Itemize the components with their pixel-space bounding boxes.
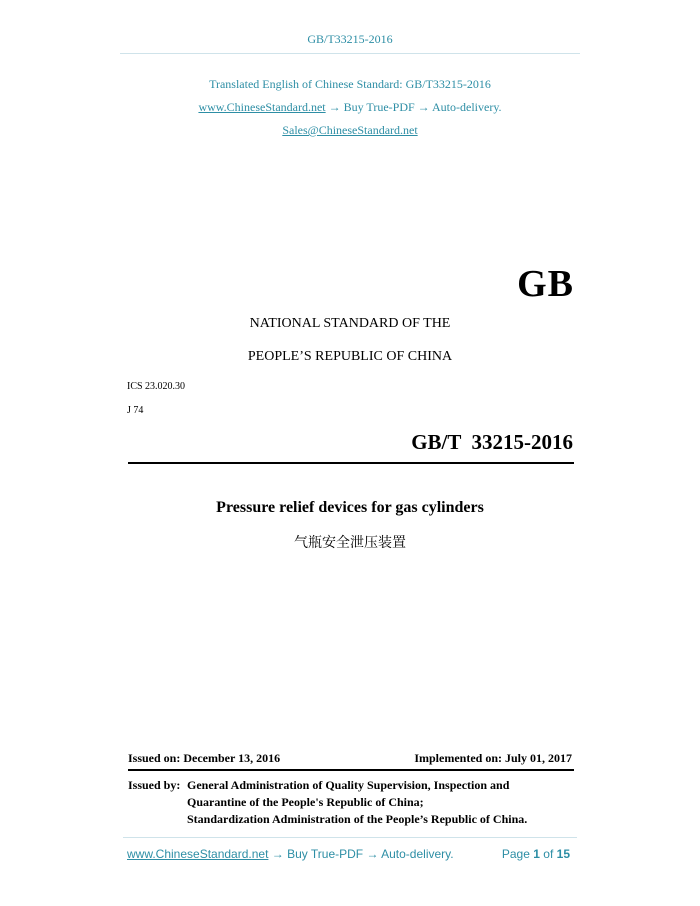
footer-buy-text: → Buy True-PDF → Auto-delivery. — [271, 847, 454, 861]
footer-divider — [123, 837, 577, 838]
promo-link-line — [0, 100, 700, 115]
email-line — [0, 123, 700, 138]
running-header: GB/T33215-2016 — [307, 32, 393, 46]
issuer-1-line-1: General Administration of Quality Supervision, Inspection and — [187, 778, 510, 792]
standard-number-rule — [128, 462, 574, 464]
promo-buy-text: → Buy True-PDF → Auto-delivery. — [328, 100, 502, 114]
issuer-1-line-2: Quarantine of the People's Republic of China; — [187, 795, 424, 809]
site-link[interactable]: www.ChineseStandard.net — [198, 100, 326, 114]
header-divider — [120, 53, 580, 54]
ics-code: ICS 23.020.30 — [127, 381, 186, 392]
page-label: Page — [501, 847, 530, 861]
chinese-title: 气瓶安全泄压装置 — [294, 535, 406, 551]
gb-logo: GB — [517, 263, 574, 305]
of-label: of — [543, 847, 554, 861]
total-pages: 15 — [556, 847, 570, 861]
standard-number: GB/T 33215-2016 — [411, 430, 573, 454]
page-number: 1 — [533, 847, 540, 861]
issued-by-label: Issued by: — [128, 778, 181, 792]
ccs-code: J 74 — [127, 405, 144, 416]
national-standard-line-2: PEOPLE’S REPUBLIC OF CHINA — [247, 349, 453, 364]
dates-rule — [128, 769, 574, 771]
english-title: Pressure relief devices for gas cylinders — [216, 499, 484, 516]
issued-on: Issued on: December 13, 2016 — [128, 751, 281, 765]
national-standard-line-1: NATIONAL STANDARD OF THE — [249, 316, 451, 331]
footer-site-link[interactable]: www.ChineseStandard.net — [127, 847, 269, 861]
email-link[interactable]: Sales@ChineseStandard.net — [282, 123, 418, 137]
promo-line: Translated English of Chinese Standard: GB/T33215-2016 — [209, 77, 491, 91]
footer-promo — [127, 847, 454, 861]
page-indicator — [502, 847, 570, 861]
issuer-2: Standardization Administration of the People’s Republic of China. — [187, 812, 528, 826]
implemented-on: Implemented on: July 01, 2017 — [414, 751, 572, 765]
